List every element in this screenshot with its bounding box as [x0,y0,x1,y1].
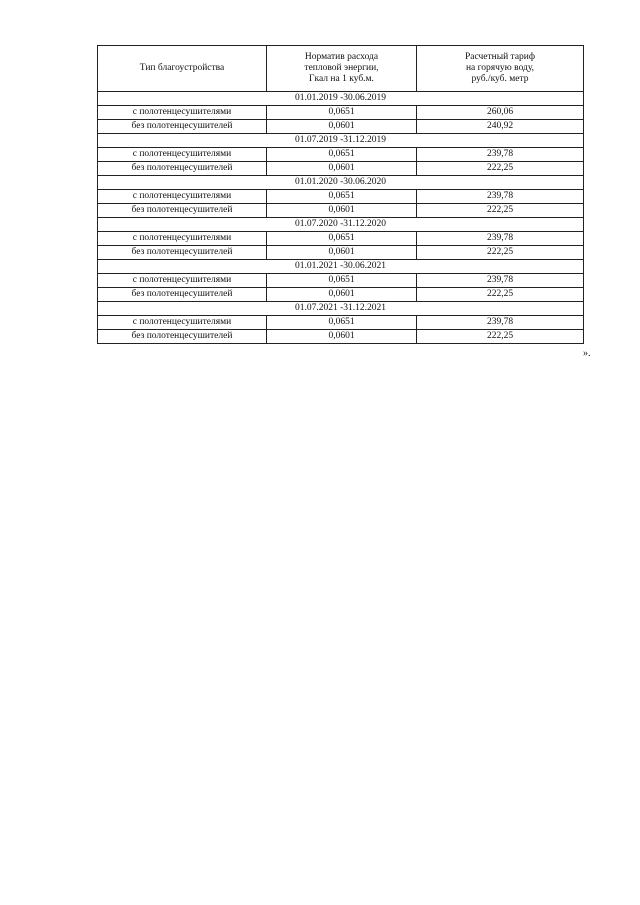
heat-norm-cell: 0,0651 [267,148,417,162]
header-heat-norm-line-2: тепловой энергии, [304,63,379,73]
improvement-type-cell: без полотенцесушителей [98,246,267,260]
period-label: 01.01.2021 -30.06.2021 [98,260,584,274]
table-row [98,120,584,134]
tariff-table [97,45,584,344]
improvement-type-cell: с полотенцесушителями [98,106,267,120]
table-row [98,190,584,204]
period-row [98,218,584,232]
header-tariff-line-2: на горячую воду, [465,63,535,73]
heat-norm-cell: 0,0651 [267,274,417,288]
tariff-cell: 222,25 [417,246,584,260]
tariff-cell: 222,25 [417,288,584,302]
table-row [98,274,584,288]
table-row [98,148,584,162]
tariff-cell: 222,25 [417,204,584,218]
heat-norm-cell: 0,0651 [267,106,417,120]
closing-quote-mark: ». [583,348,591,359]
table-row [98,330,584,344]
table-row [98,288,584,302]
period-label: 01.07.2020 -31.12.2020 [98,218,584,232]
improvement-type-cell: с полотенцесушителями [98,316,267,330]
period-row [98,134,584,148]
heat-norm-cell: 0,0601 [267,120,417,134]
period-row [98,260,584,274]
header-tariff-line-3: руб./куб. метр [471,74,529,84]
heat-norm-cell: 0,0601 [267,246,417,260]
table-row [98,162,584,176]
heat-norm-cell: 0,0601 [267,330,417,344]
header-improvement-type [98,46,267,92]
improvement-type-cell: с полотенцесушителями [98,232,267,246]
heat-norm-cell: 0,0651 [267,190,417,204]
improvement-type-cell: с полотенцесушителями [98,148,267,162]
improvement-type-cell: без полотенцесушителей [98,120,267,134]
heat-norm-cell: 0,0601 [267,204,417,218]
table-row [98,204,584,218]
tariff-cell: 239,78 [417,316,584,330]
table-row [98,246,584,260]
period-row [98,302,584,316]
header-heat-norm-line-3: Гкал на 1 куб.м. [309,74,374,84]
tariff-cell: 222,25 [417,330,584,344]
tariff-table-header [98,46,584,92]
tariff-cell: 239,78 [417,148,584,162]
header-row [98,46,584,92]
period-label: 01.07.2019 -31.12.2019 [98,134,584,148]
heat-norm-cell: 0,0601 [267,288,417,302]
tariff-cell: 260,06 [417,106,584,120]
improvement-type-cell: без полотенцесушителей [98,204,267,218]
heat-norm-cell: 0,0651 [267,232,417,246]
tariff-table-body [98,92,584,344]
header-heat-norm [267,46,417,92]
table-row [98,106,584,120]
tariff-cell: 240,92 [417,120,584,134]
period-label: 01.01.2020 -30.06.2020 [98,176,584,190]
improvement-type-cell: с полотенцесушителями [98,190,267,204]
table-row [98,232,584,246]
period-row [98,92,584,106]
header-tariff-line-1: Расчетный тариф [464,52,536,62]
period-row [98,176,584,190]
improvement-type-cell: без полотенцесушителей [98,330,267,344]
period-label: 01.01.2019 -30.06.2019 [98,92,584,106]
period-label: 01.07.2021 -31.12.2021 [98,302,584,316]
heat-norm-cell: 0,0601 [267,162,417,176]
improvement-type-cell: без полотенцесушителей [98,162,267,176]
improvement-type-cell: без полотенцесушителей [98,288,267,302]
header-improvement-type-line: Тип благоустройства [139,63,225,73]
header-heat-norm-line-1: Норматив расхода [304,52,379,62]
header-tariff [417,46,584,92]
tariff-cell: 239,78 [417,232,584,246]
heat-norm-cell: 0,0651 [267,316,417,330]
improvement-type-cell: с полотенцесушителями [98,274,267,288]
tariff-cell: 239,78 [417,274,584,288]
tariff-cell: 222,25 [417,162,584,176]
tariff-cell: 239,78 [417,190,584,204]
table-row [98,316,584,330]
